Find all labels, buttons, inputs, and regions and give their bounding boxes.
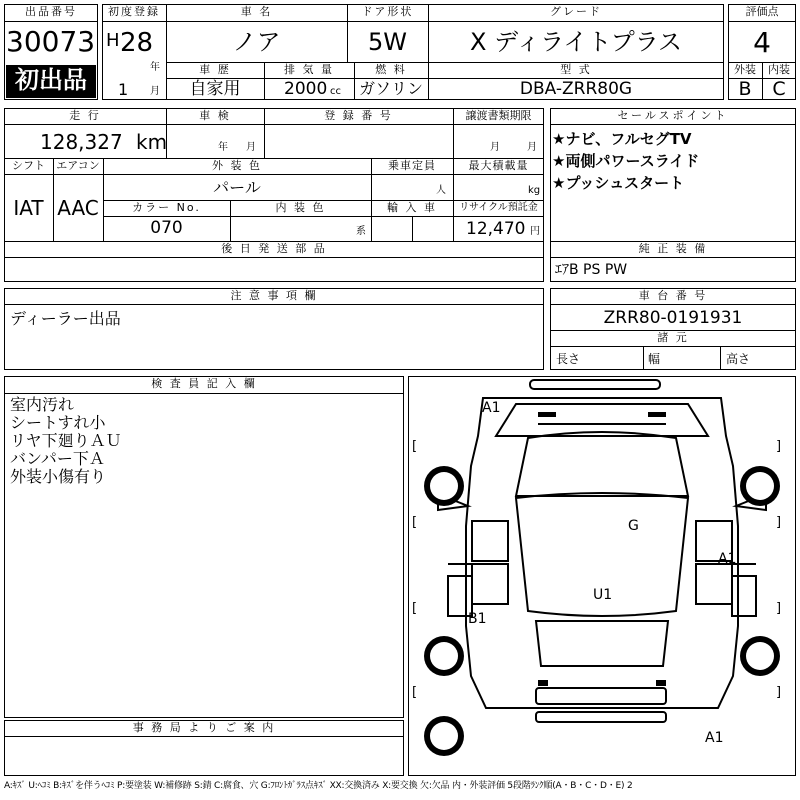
ac-value: AAC bbox=[57, 196, 99, 220]
bracket-left-lower-mid: [ bbox=[412, 601, 418, 616]
sales-point: ★プッシュスタート bbox=[552, 174, 685, 192]
color-value: パール bbox=[213, 178, 261, 197]
interior-color-label: 内 装 色 bbox=[275, 201, 326, 214]
car-name: ノア bbox=[232, 28, 281, 56]
inspection-month-unit: 月 bbox=[246, 142, 256, 153]
recycle-label: リサイクル預託金 bbox=[459, 202, 538, 213]
grade-value: X ディライトプラス bbox=[470, 28, 682, 56]
transfer-label: 譲渡書類期限 bbox=[465, 109, 532, 122]
lot-label: 出品番号 bbox=[25, 5, 77, 18]
specs-label: 諸 元 bbox=[657, 331, 689, 344]
bracket-right-lower-mid: ] bbox=[776, 601, 782, 616]
inspector-notes bbox=[10, 396, 122, 486]
bracket-left-top: [ bbox=[412, 439, 418, 454]
damage-mark-front: A1 bbox=[482, 400, 501, 416]
damage-legend: A:ｷｽﾞ U:ﾍｺﾐ B:ｷｽﾞを伴うﾍｺﾐ P:要塗装 W:補修跡 S:錆 C:腐食、穴 G:ﾌﾛﾝﾄｶﾞﾗｽ点ｷｽﾞ XX:交換済み X:要交換 欠:欠品 内・外装評価 5段階ﾗﾝｸ順(A・B・C・D・E) 2 bbox=[4, 781, 633, 791]
lot-number: 30073 bbox=[6, 25, 96, 58]
month-unit: 月 bbox=[150, 86, 160, 97]
recycle-unit: 円 bbox=[530, 226, 540, 237]
color-no-label: カラー No. bbox=[132, 201, 201, 214]
displacement-unit: cc bbox=[330, 86, 341, 97]
damage-mark-rear: A1 bbox=[705, 730, 724, 746]
year-unit: 年 bbox=[150, 62, 160, 73]
color-no-value: 070 bbox=[150, 218, 183, 238]
transfer-month-unit: 月 bbox=[490, 142, 500, 153]
fuel-value: ガソリン bbox=[358, 79, 423, 98]
damage-mark-right-side: A1 bbox=[718, 551, 737, 567]
interior-label: 内装 bbox=[768, 63, 790, 76]
office-label: 事 務 局 よ り ご 案 内 bbox=[132, 721, 276, 734]
load-unit: kg bbox=[528, 185, 541, 196]
damage-mark-roof: U1 bbox=[593, 587, 613, 603]
load-label: 最大積載量 bbox=[468, 159, 529, 172]
mileage-label: 走 行 bbox=[69, 109, 101, 122]
reg-year: 28 bbox=[120, 28, 154, 58]
fuel-label: 燃 料 bbox=[375, 63, 407, 76]
later-parts-label: 後 日 発 送 部 品 bbox=[221, 242, 327, 255]
inspector-note: シートすれ小 bbox=[10, 413, 106, 432]
bracket-right-bottom: ] bbox=[776, 685, 782, 700]
damage-mark-left-rear: B1 bbox=[468, 611, 487, 627]
bracket-left-bottom: [ bbox=[412, 685, 418, 700]
color-label: 外 装 色 bbox=[212, 159, 262, 172]
history-label: 車 歴 bbox=[199, 63, 231, 76]
first-listing-text: 初出品 bbox=[15, 66, 87, 94]
height-label: 高さ bbox=[726, 352, 751, 366]
chassis-label: 車 台 番 号 bbox=[638, 289, 708, 302]
inspector-label: 検 査 員 記 入 欄 bbox=[151, 377, 257, 390]
exterior-label: 外装 bbox=[734, 63, 756, 76]
grade-label: グレード bbox=[550, 5, 602, 18]
exterior-grade: B bbox=[738, 78, 752, 100]
score-value: 4 bbox=[753, 26, 771, 59]
capacity-unit: 人 bbox=[436, 185, 446, 196]
bracket-right-top: ] bbox=[776, 439, 782, 454]
ac-label: エアコン bbox=[56, 159, 100, 172]
car-name-label: 車 名 bbox=[240, 5, 273, 18]
displacement-label: 排 気 量 bbox=[284, 63, 334, 76]
inspector-note: バンパー下Ａ bbox=[10, 449, 105, 468]
bracket-left-upper-mid: [ bbox=[412, 515, 418, 530]
caution-value: ディーラー出品 bbox=[10, 309, 121, 328]
bracket-right-upper-mid: ] bbox=[776, 515, 782, 530]
inspection-year-unit: 年 bbox=[218, 142, 228, 153]
door-label: ドア形状 bbox=[361, 5, 414, 18]
model-label: 型 式 bbox=[560, 63, 592, 76]
history-value: 自家用 bbox=[189, 79, 241, 99]
length-label: 長さ bbox=[556, 352, 581, 366]
caution-label: 注 意 事 項 欄 bbox=[230, 289, 318, 302]
inspector-note: リヤ下廻りＡＵ bbox=[10, 431, 122, 450]
transfer-day-unit: 月 bbox=[527, 142, 537, 153]
interior-color-unit: 系 bbox=[356, 226, 366, 237]
import-label: 輸 入 車 bbox=[387, 201, 437, 214]
first-reg-label: 初度登録 bbox=[108, 5, 160, 18]
mileage-unit: km bbox=[136, 130, 168, 154]
equipment-label: 純 正 装 備 bbox=[638, 242, 708, 255]
capacity-label: 乗車定員 bbox=[388, 159, 436, 172]
shift-label: シフト bbox=[12, 159, 45, 172]
sales-points-list bbox=[552, 128, 699, 194]
model-value: DBA-ZRR80G bbox=[519, 79, 633, 99]
door-type: 5W bbox=[368, 28, 407, 56]
chassis-number: ZRR80-0191931 bbox=[603, 308, 743, 328]
era: H bbox=[106, 30, 120, 51]
damage-mark-glass: G bbox=[628, 518, 639, 534]
inspector-note: 外装小傷有り bbox=[10, 467, 107, 486]
inspector-note: 室内汚れ bbox=[10, 395, 75, 414]
width-label: 幅 bbox=[648, 352, 661, 366]
interior-grade: C bbox=[772, 78, 786, 100]
score-label: 評価点 bbox=[745, 5, 779, 18]
sales-point: ★ナビ、フルセグTV bbox=[552, 130, 692, 148]
displacement-value: 2000 bbox=[284, 79, 328, 99]
registration-label: 登 録 番 号 bbox=[324, 109, 393, 122]
equipment-value: ｴｱB PS PW bbox=[555, 262, 628, 278]
sales-point: ★両側パワースライド bbox=[552, 152, 700, 170]
inspection-label: 車 検 bbox=[199, 109, 231, 122]
car-diagram bbox=[408, 376, 796, 776]
shift-value: IAT bbox=[13, 196, 44, 220]
mileage-value: 128,327 bbox=[40, 130, 123, 154]
recycle-value: 12,470 bbox=[466, 219, 526, 239]
reg-month: 1 bbox=[118, 80, 129, 99]
sales-points-label: セールスポイント bbox=[617, 109, 729, 122]
